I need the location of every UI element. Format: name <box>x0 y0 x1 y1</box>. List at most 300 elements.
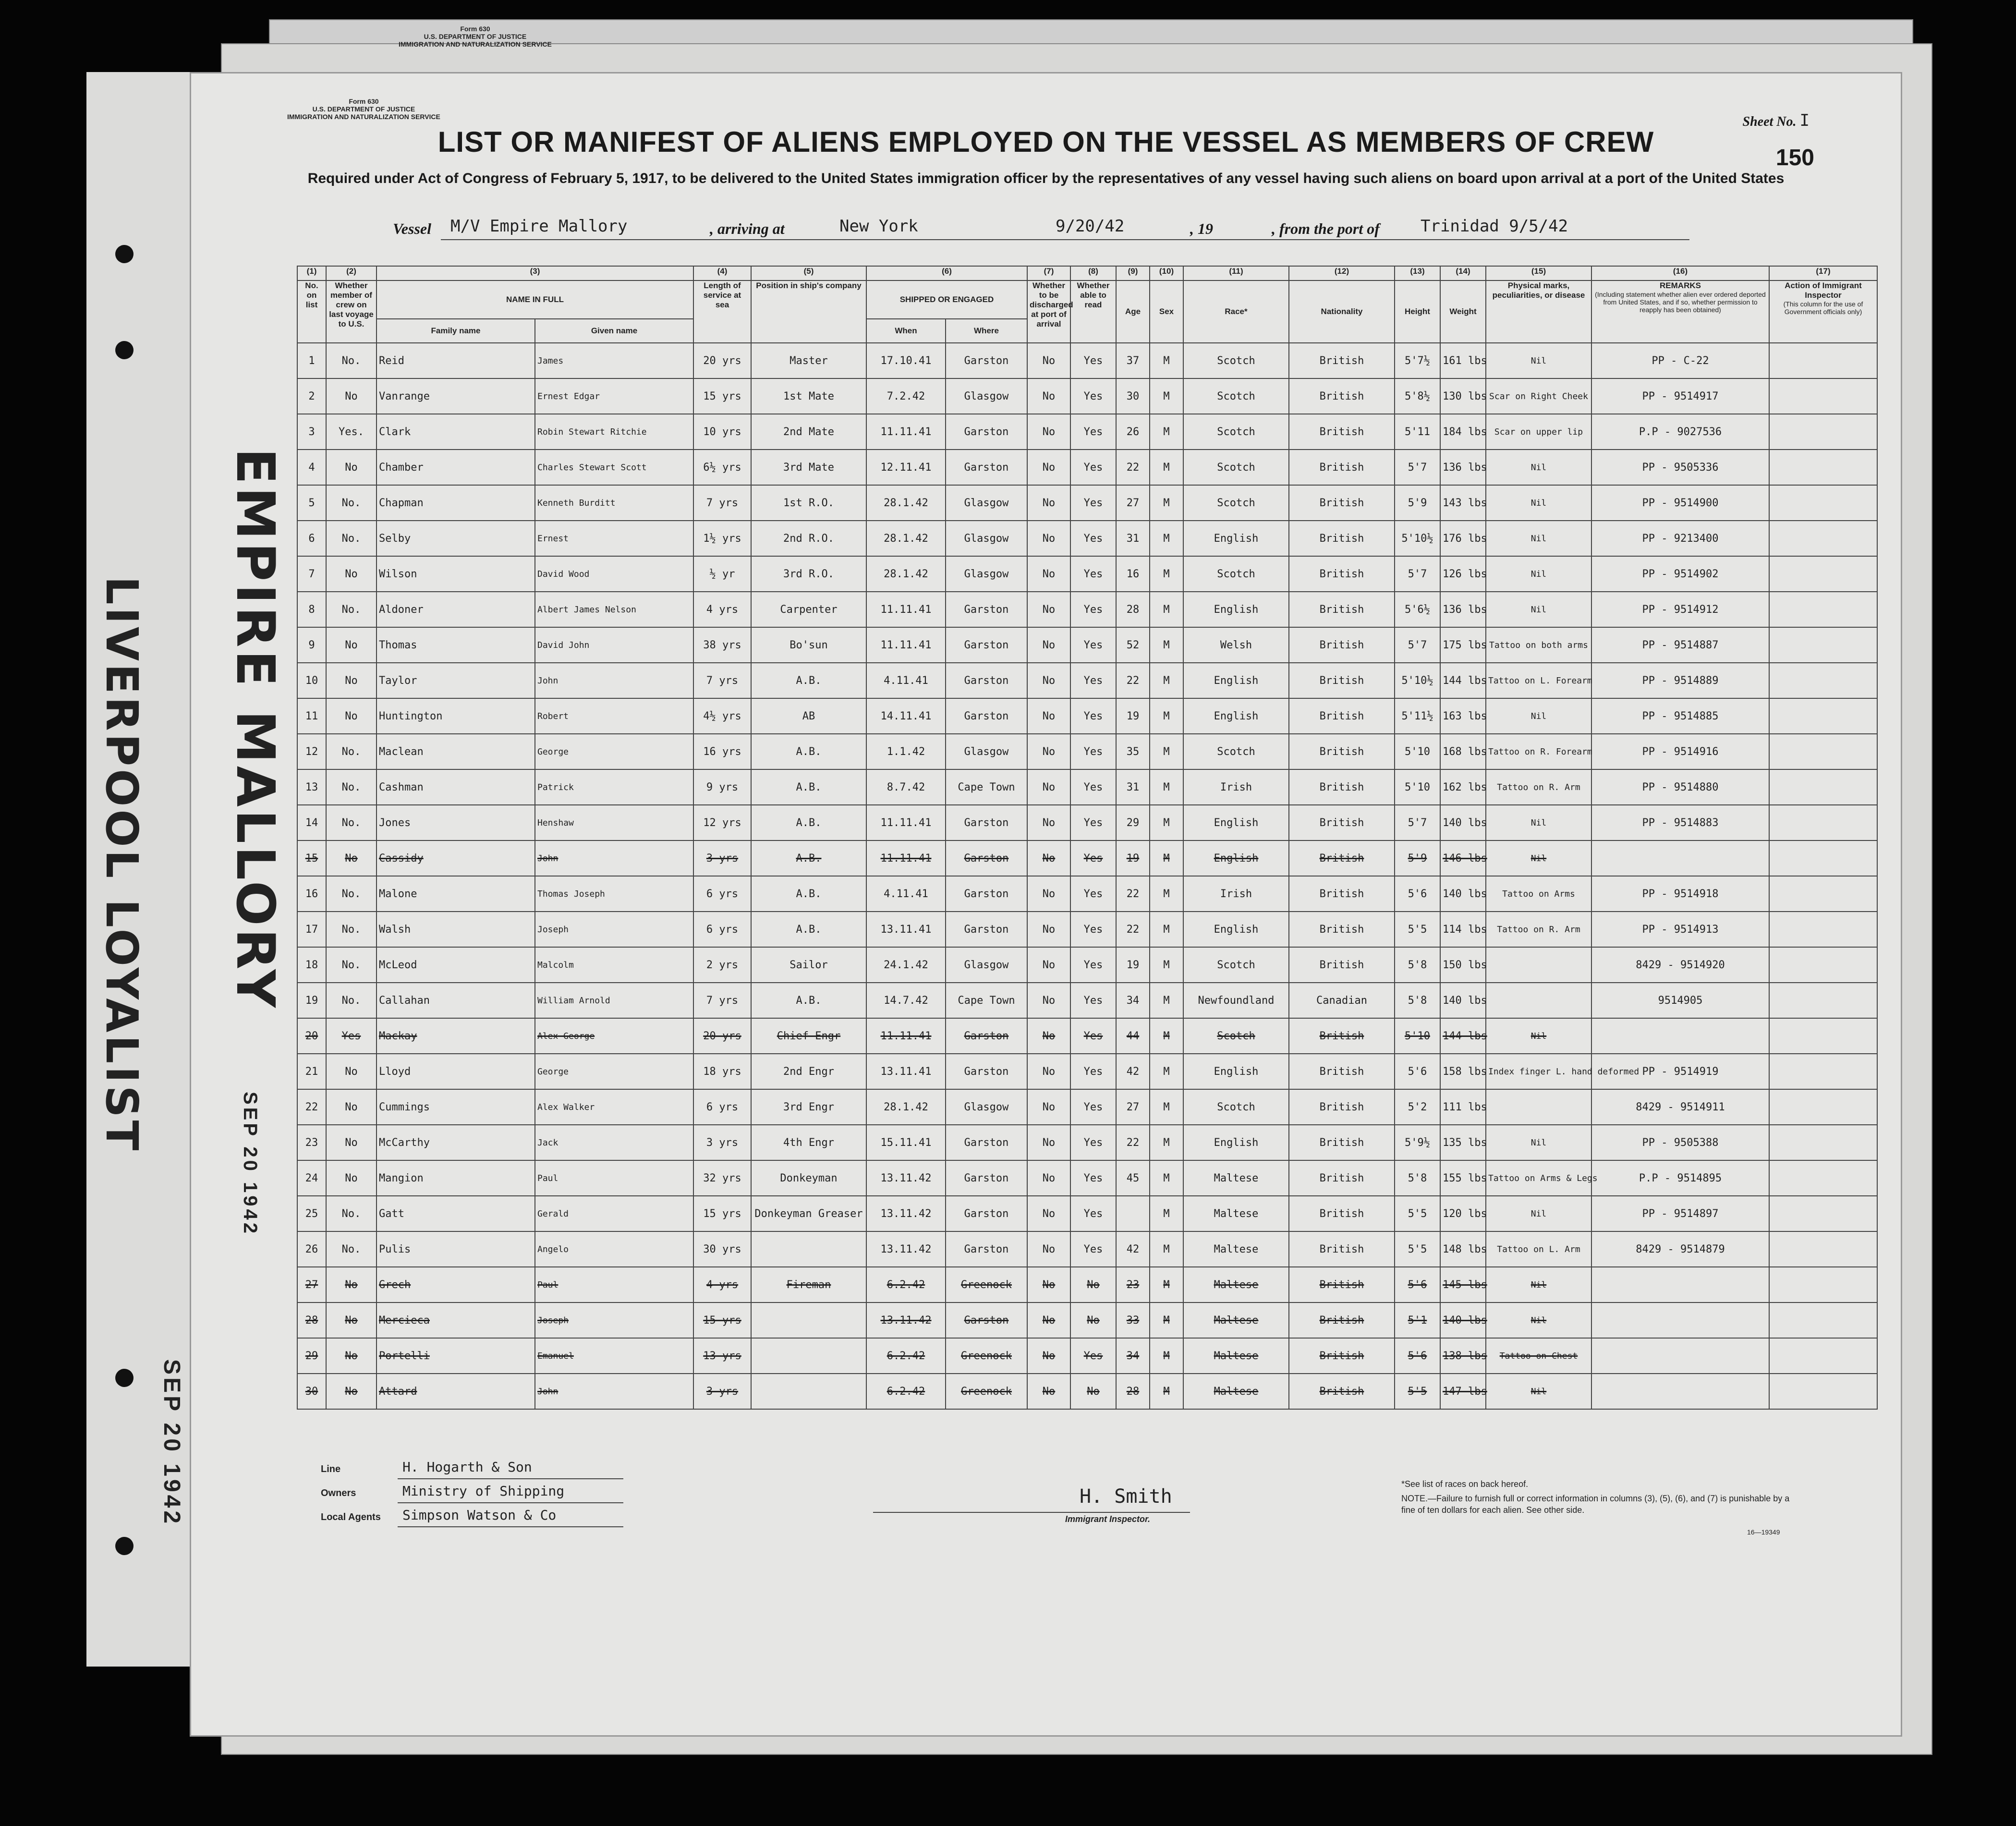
col-11-number: (11) <box>1183 266 1289 280</box>
row-number-cell: 14 <box>297 805 326 840</box>
table-row <box>297 485 1877 521</box>
discharged-cell: No <box>1027 414 1070 450</box>
length-of-service-cell: 3 yrs <box>693 840 751 876</box>
shipped-when-cell: 14.11.41 <box>866 698 946 734</box>
age-cell: 28 <box>1116 1374 1150 1409</box>
sex-cell: M <box>1150 1338 1183 1374</box>
prior-voyage-cell: Yes. <box>326 414 376 450</box>
nationality-cell: British <box>1289 592 1395 627</box>
race-cell: English <box>1183 1054 1289 1089</box>
shipped-when-cell: 13.11.41 <box>866 1054 946 1089</box>
prior-voyage-cell: No <box>326 698 376 734</box>
position-cell: Carpenter <box>751 592 866 627</box>
row-number-cell: 27 <box>297 1267 326 1303</box>
height-cell: 5'8 <box>1395 983 1440 1018</box>
row-number-cell: 1 <box>297 343 326 378</box>
date-stamp-small: SEP 20 1942 <box>240 1092 261 1237</box>
race-cell: English <box>1183 663 1289 698</box>
header-length-of-service: Length of service at sea <box>693 280 751 343</box>
shipped-when-cell: 4.11.41 <box>866 876 946 912</box>
sex-cell: M <box>1150 521 1183 556</box>
race-cell: Scotch <box>1183 414 1289 450</box>
position-cell: 2nd R.O. <box>751 521 866 556</box>
table-row <box>297 1231 1877 1267</box>
physical-marks-cell: Tattoo on R. Forearm <box>1486 734 1591 769</box>
inspector-action-cell <box>1769 414 1877 450</box>
given-name-cell: Gerald <box>535 1196 693 1231</box>
prior-voyage-cell: No <box>326 556 376 592</box>
shipped-when-cell: 6.2.42 <box>866 1267 946 1303</box>
given-name-cell: John <box>535 663 693 698</box>
age-cell: 27 <box>1116 1089 1150 1125</box>
length-of-service-cell: 30 yrs <box>693 1231 751 1267</box>
shipped-when-cell: 28.1.42 <box>866 1089 946 1125</box>
punch-hole <box>115 1369 134 1387</box>
shipped-where-cell: Glasgow <box>946 947 1027 983</box>
col-4-number: (4) <box>693 266 751 280</box>
height-cell: 5'8 <box>1395 947 1440 983</box>
prior-voyage-cell: No <box>326 450 376 485</box>
race-cell: Scotch <box>1183 378 1289 414</box>
discharged-cell: No <box>1027 1374 1070 1409</box>
length-of-service-cell: 6½ yrs <box>693 450 751 485</box>
physical-marks-cell: Nil <box>1486 1125 1591 1160</box>
weight-cell: 158 lbs <box>1440 1054 1486 1089</box>
length-of-service-cell: 9 yrs <box>693 769 751 805</box>
prior-voyage-cell: No <box>326 378 376 414</box>
sex-cell: M <box>1150 805 1183 840</box>
race-cell: English <box>1183 592 1289 627</box>
position-cell: A.B. <box>751 840 866 876</box>
manifest-title: LIST OR MANIFEST OF ALIENS EMPLOYED ON THE VESSEL AS MEMBERS OF CREW <box>437 126 1654 158</box>
physical-marks-cell: Scar on upper lip <box>1486 414 1591 450</box>
inspector-action-cell <box>1769 698 1877 734</box>
able-to-read-cell: Yes <box>1070 947 1116 983</box>
discharged-cell: No <box>1027 1267 1070 1303</box>
row-number-cell: 4 <box>297 450 326 485</box>
length-of-service-cell: 32 yrs <box>693 1160 751 1196</box>
weight-cell: 176 lbs <box>1440 521 1486 556</box>
family-name-cell: McLeod <box>376 947 535 983</box>
given-name-cell: John <box>535 1374 693 1409</box>
physical-marks-cell <box>1486 983 1591 1018</box>
given-name-cell: Patrick <box>535 769 693 805</box>
vessel-label: Vessel <box>393 220 431 237</box>
table-row <box>297 912 1877 947</box>
given-name-cell: David John <box>535 627 693 663</box>
position-cell: A.B. <box>751 983 866 1018</box>
prior-voyage-cell: No. <box>326 805 376 840</box>
given-name-cell: George <box>535 1054 693 1089</box>
discharged-cell: No <box>1027 1231 1070 1267</box>
nationality-cell: British <box>1289 1338 1395 1374</box>
row-number-cell: 21 <box>297 1054 326 1089</box>
sex-cell: M <box>1150 1196 1183 1231</box>
header-shipped-or-engaged: SHIPPED OR ENGAGED <box>866 280 1027 319</box>
table-row <box>297 556 1877 592</box>
physical-marks-cell: Nil <box>1486 343 1591 378</box>
shipped-when-cell: 28.1.42 <box>866 521 946 556</box>
shipped-where-cell: Garston <box>946 414 1027 450</box>
prior-voyage-cell: No. <box>326 769 376 805</box>
shipped-when-cell: 11.11.41 <box>866 414 946 450</box>
table-row <box>297 734 1877 769</box>
table-row <box>297 1196 1877 1231</box>
family-name-cell: Clark <box>376 414 535 450</box>
weight-cell: 145 lbs <box>1440 1267 1486 1303</box>
row-number-cell: 10 <box>297 663 326 698</box>
fine-note: NOTE.—Failure to furnish full or correct information in columns (3), (5), (6), and (7) is punishable by a fine of ten dollars for each alien. See other side. <box>1401 1494 1790 1515</box>
table-row <box>297 1054 1877 1089</box>
height-cell: 5'8½ <box>1395 378 1440 414</box>
inspector-action-cell <box>1769 521 1877 556</box>
physical-marks-cell: Nil <box>1486 698 1591 734</box>
discharged-cell: No <box>1027 378 1070 414</box>
race-cell: English <box>1183 521 1289 556</box>
agents-value: Simpson Watson & Co <box>402 1507 557 1523</box>
able-to-read-cell: Yes <box>1070 1231 1116 1267</box>
able-to-read-cell: No <box>1070 1267 1116 1303</box>
shipped-where-cell: Glasgow <box>946 734 1027 769</box>
row-number-cell: 30 <box>297 1374 326 1409</box>
race-cell: Scotch <box>1183 1018 1289 1054</box>
family-name-cell: Walsh <box>376 912 535 947</box>
family-name-cell: Portelli <box>376 1338 535 1374</box>
row-number-cell: 15 <box>297 840 326 876</box>
print-code: 16—19349 <box>1747 1528 1780 1536</box>
position-cell: Chief Engr <box>751 1018 866 1054</box>
remarks-cell <box>1591 840 1769 876</box>
row-number-cell: 9 <box>297 627 326 663</box>
physical-marks-cell: Nil <box>1486 521 1591 556</box>
row-number-cell: 2 <box>297 378 326 414</box>
physical-marks-cell: Tattoo on Chest <box>1486 1338 1591 1374</box>
given-name-cell: Henshaw <box>535 805 693 840</box>
discharged-cell: No <box>1027 521 1070 556</box>
length-of-service-cell: 15 yrs <box>693 378 751 414</box>
form-number: Form 630 U.S. DEPARTMENT OF JUSTICE IMMIGRATION AND NATURALIZATION SERVICE <box>287 97 440 121</box>
length-of-service-cell: 2 yrs <box>693 947 751 983</box>
prior-voyage-cell: Yes <box>326 1018 376 1054</box>
race-cell: Newfoundland <box>1183 983 1289 1018</box>
remarks-cell: PP - 9514897 <box>1591 1196 1769 1231</box>
nationality-cell: British <box>1289 840 1395 876</box>
weight-cell: 162 lbs <box>1440 769 1486 805</box>
given-name-cell: John <box>535 840 693 876</box>
header-given-name: Given name <box>535 319 693 343</box>
punch-hole <box>115 341 134 359</box>
prior-voyage-cell: No. <box>326 912 376 947</box>
nationality-cell: British <box>1289 627 1395 663</box>
remarks-cell: PP - 9514902 <box>1591 556 1769 592</box>
nationality-cell: British <box>1289 947 1395 983</box>
able-to-read-cell: Yes <box>1070 734 1116 769</box>
prior-voyage-cell: No. <box>326 734 376 769</box>
page-number: 150 <box>1775 145 1814 170</box>
table-row <box>297 769 1877 805</box>
family-name-cell: Chamber <box>376 450 535 485</box>
given-name-cell: Ernest Edgar <box>535 378 693 414</box>
position-cell: 1st Mate <box>751 378 866 414</box>
remarks-cell: PP - 9514887 <box>1591 627 1769 663</box>
nationality-cell: British <box>1289 912 1395 947</box>
inspector-action-cell <box>1769 592 1877 627</box>
shipped-when-cell: 11.11.41 <box>866 1018 946 1054</box>
line-value: H. Hogarth & Son <box>402 1459 532 1475</box>
height-cell: 5'10½ <box>1395 521 1440 556</box>
length-of-service-cell: 3 yrs <box>693 1125 751 1160</box>
position-cell: Donkeyman Greaser <box>751 1196 866 1231</box>
discharged-cell: No <box>1027 947 1070 983</box>
vessel-underline <box>441 239 1689 240</box>
inspector-action-cell <box>1769 1267 1877 1303</box>
weight-cell: 148 lbs <box>1440 1231 1486 1267</box>
shipped-where-cell: Garston <box>946 663 1027 698</box>
manifest-subtitle: Required under Act of Congress of February 5, 1917, to be delivered to the United States immigration officer by the representatives of any vessel having such aliens on board upon arrival at a port of the United States <box>307 170 1785 186</box>
age-cell: 22 <box>1116 663 1150 698</box>
position-cell: A.B. <box>751 876 866 912</box>
family-name-cell: Grech <box>376 1267 535 1303</box>
age-cell: 19 <box>1116 947 1150 983</box>
inspector-action-cell <box>1769 450 1877 485</box>
family-name-cell: Wilson <box>376 556 535 592</box>
shipped-where-cell: Garston <box>946 1054 1027 1089</box>
position-cell: 1st R.O. <box>751 485 866 521</box>
row-number-cell: 5 <box>297 485 326 521</box>
inspector-action-cell <box>1769 663 1877 698</box>
col-9-number: (9) <box>1116 266 1150 280</box>
family-name-cell: Selby <box>376 521 535 556</box>
family-name-cell: Vanrange <box>376 378 535 414</box>
remarks-cell: PP - 9505388 <box>1591 1125 1769 1160</box>
age-cell: 34 <box>1116 983 1150 1018</box>
agents-label: Local Agents <box>321 1512 381 1522</box>
discharged-cell: No <box>1027 343 1070 378</box>
race-cell: Maltese <box>1183 1374 1289 1409</box>
length-of-service-cell: 6 yrs <box>693 1089 751 1125</box>
nationality-cell: British <box>1289 343 1395 378</box>
able-to-read-cell: Yes <box>1070 627 1116 663</box>
given-name-cell: Kenneth Burditt <box>535 485 693 521</box>
nationality-cell: British <box>1289 1374 1395 1409</box>
row-number-cell: 25 <box>297 1196 326 1231</box>
header-race: Race* <box>1183 280 1289 343</box>
weight-cell: 146 lbs <box>1440 840 1486 876</box>
inspector-action-cell <box>1769 1160 1877 1196</box>
length-of-service-cell: 10 yrs <box>693 414 751 450</box>
position-cell: Master <box>751 343 866 378</box>
sex-cell: M <box>1150 556 1183 592</box>
remarks-cell <box>1591 1018 1769 1054</box>
height-cell: 5'1 <box>1395 1303 1440 1338</box>
able-to-read-cell: Yes <box>1070 1160 1116 1196</box>
col-3-number: (3) <box>376 266 693 280</box>
owners-underline <box>398 1502 623 1503</box>
length-of-service-cell: 7 yrs <box>693 663 751 698</box>
prior-voyage-cell: No <box>326 1303 376 1338</box>
physical-marks-cell: Nil <box>1486 450 1591 485</box>
able-to-read-cell: Yes <box>1070 1196 1116 1231</box>
able-to-read-cell: Yes <box>1070 1018 1116 1054</box>
age-cell: 35 <box>1116 734 1150 769</box>
nationality-cell: British <box>1289 521 1395 556</box>
shipped-where-cell: Garston <box>946 840 1027 876</box>
prior-voyage-cell: No <box>326 1374 376 1409</box>
physical-marks-cell: Nil <box>1486 556 1591 592</box>
col-8-number: (8) <box>1070 266 1116 280</box>
length-of-service-cell: 6 yrs <box>693 876 751 912</box>
inspector-action-cell <box>1769 556 1877 592</box>
crew-table <box>297 266 1878 1410</box>
given-name-cell: Angelo <box>535 1231 693 1267</box>
row-number-cell: 22 <box>297 1089 326 1125</box>
physical-marks-cell: Tattoo on Arms <box>1486 876 1591 912</box>
given-name-cell: Robin Stewart Ritchie <box>535 414 693 450</box>
able-to-read-cell: Yes <box>1070 378 1116 414</box>
race-cell: Scotch <box>1183 734 1289 769</box>
table-row <box>297 1125 1877 1160</box>
able-to-read-cell: Yes <box>1070 698 1116 734</box>
arriving-label: , arriving at <box>710 220 785 237</box>
physical-marks-cell <box>1486 1089 1591 1125</box>
height-cell: 5'7½ <box>1395 343 1440 378</box>
weight-cell: 130 lbs <box>1440 378 1486 414</box>
age-cell: 27 <box>1116 485 1150 521</box>
nationality-cell: British <box>1289 1054 1395 1089</box>
shipped-when-cell: 13.11.42 <box>866 1160 946 1196</box>
shipped-when-cell: 17.10.41 <box>866 343 946 378</box>
discharged-cell: No <box>1027 627 1070 663</box>
discharged-cell: No <box>1027 592 1070 627</box>
shipped-when-cell: 13.11.42 <box>866 1303 946 1338</box>
owners-value: Ministry of Shipping <box>402 1483 565 1499</box>
prior-voyage-cell: No <box>326 1338 376 1374</box>
given-name-cell: William Arnold <box>535 983 693 1018</box>
sex-cell: M <box>1150 378 1183 414</box>
inspector-action-cell <box>1769 1338 1877 1374</box>
remarks-cell: PP - 9505336 <box>1591 450 1769 485</box>
race-cell: Maltese <box>1183 1267 1289 1303</box>
able-to-read-cell: Yes <box>1070 521 1116 556</box>
header-discharged: Whether to be discharged at port of arrival <box>1027 280 1070 343</box>
discharged-cell: No <box>1027 1125 1070 1160</box>
discharged-cell: No <box>1027 840 1070 876</box>
inspector-action-cell <box>1769 378 1877 414</box>
weight-cell: 150 lbs <box>1440 947 1486 983</box>
height-cell: 5'10 <box>1395 734 1440 769</box>
position-cell: 2nd Engr <box>751 1054 866 1089</box>
shipped-where-cell: Garston <box>946 343 1027 378</box>
height-cell: 5'7 <box>1395 450 1440 485</box>
inspector-action-cell <box>1769 840 1877 876</box>
height-cell: 5'6 <box>1395 876 1440 912</box>
prior-voyage-cell: No. <box>326 1196 376 1231</box>
nationality-cell: British <box>1289 698 1395 734</box>
crew-table-body <box>297 343 1877 1409</box>
shipped-when-cell: 4.11.41 <box>866 663 946 698</box>
shipped-when-cell: 6.2.42 <box>866 1374 946 1409</box>
shipped-where-cell: Garston <box>946 805 1027 840</box>
prior-voyage-cell: No <box>326 1089 376 1125</box>
nationality-cell: British <box>1289 1018 1395 1054</box>
owners-label: Owners <box>321 1488 356 1498</box>
position-cell: A.B. <box>751 769 866 805</box>
age-cell: 33 <box>1116 1303 1150 1338</box>
row-number-cell: 11 <box>297 698 326 734</box>
weight-cell: 144 lbs <box>1440 1018 1486 1054</box>
position-cell: 2nd Mate <box>751 414 866 450</box>
remarks-title: REMARKS <box>1660 281 1701 290</box>
physical-marks-cell: Tattoo on R. Arm <box>1486 912 1591 947</box>
sex-cell: M <box>1150 1018 1183 1054</box>
discharged-cell: No <box>1027 876 1070 912</box>
row-number-cell: 7 <box>297 556 326 592</box>
family-name-cell: Jones <box>376 805 535 840</box>
discharged-cell: No <box>1027 983 1070 1018</box>
col-13-number: (13) <box>1395 266 1440 280</box>
prior-voyage-cell: No <box>326 1267 376 1303</box>
shipped-where-cell: Glasgow <box>946 485 1027 521</box>
remarks-cell: PP - 9514917 <box>1591 378 1769 414</box>
sex-cell: M <box>1150 592 1183 627</box>
discharged-cell: No <box>1027 485 1070 521</box>
sex-cell: M <box>1150 485 1183 521</box>
inspector-action-cell <box>1769 1196 1877 1231</box>
ship-stamp-liverpool-loyalist: LIVERPOOL LOYALIST <box>96 576 147 1154</box>
given-name-cell: Jack <box>535 1125 693 1160</box>
length-of-service-cell: 12 yrs <box>693 805 751 840</box>
height-cell: 5'10 <box>1395 1018 1440 1054</box>
row-number-cell: 23 <box>297 1125 326 1160</box>
table-row <box>297 1303 1877 1338</box>
header-position: Position in ship's company <box>751 280 866 343</box>
prior-voyage-cell: No. <box>326 343 376 378</box>
position-cell: Bo'sun <box>751 627 866 663</box>
physical-marks-cell: Tattoo on L. Arm <box>1486 1231 1591 1267</box>
discharged-cell: No <box>1027 769 1070 805</box>
nationality-cell: British <box>1289 556 1395 592</box>
family-name-cell: Cashman <box>376 769 535 805</box>
shipped-where-cell: Cape Town <box>946 769 1027 805</box>
inspector-action-cell <box>1769 627 1877 663</box>
age-cell: 22 <box>1116 450 1150 485</box>
header-physical-marks: Physical marks, peculiarities, or disease <box>1486 280 1591 343</box>
shipped-where-cell: Garston <box>946 1196 1027 1231</box>
length-of-service-cell: 38 yrs <box>693 627 751 663</box>
race-cell: Irish <box>1183 769 1289 805</box>
shipped-where-cell: Glasgow <box>946 378 1027 414</box>
age-cell: 26 <box>1116 414 1150 450</box>
family-name-cell: Huntington <box>376 698 535 734</box>
row-number-cell: 29 <box>297 1338 326 1374</box>
discharged-cell: No <box>1027 1160 1070 1196</box>
age-cell: 37 <box>1116 343 1150 378</box>
sex-cell: M <box>1150 1054 1183 1089</box>
shipped-when-cell: 11.11.41 <box>866 627 946 663</box>
prior-voyage-cell: No. <box>326 1231 376 1267</box>
position-cell: 3rd Mate <box>751 450 866 485</box>
shipped-where-cell: Glasgow <box>946 556 1027 592</box>
table-row <box>297 1089 1877 1125</box>
length-of-service-cell: 13 yrs <box>693 1338 751 1374</box>
remarks-cell: 8429 - 9514920 <box>1591 947 1769 983</box>
able-to-read-cell: Yes <box>1070 769 1116 805</box>
table-row <box>297 983 1877 1018</box>
shipped-where-cell: Greenock <box>946 1338 1027 1374</box>
prior-voyage-cell: No. <box>326 947 376 983</box>
given-name-cell: Paul <box>535 1160 693 1196</box>
height-cell: 5'9½ <box>1395 1125 1440 1160</box>
